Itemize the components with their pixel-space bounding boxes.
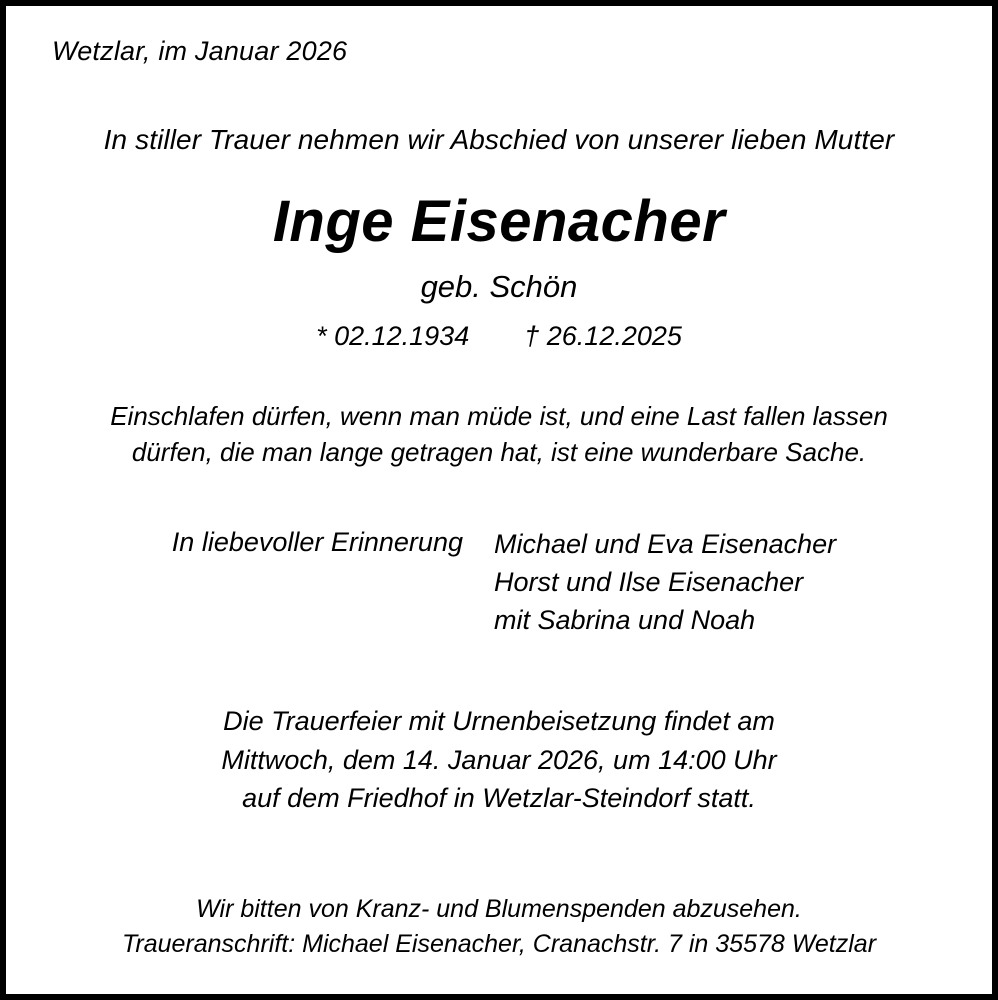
memory-label: In liebevoller Erinnerung (171, 526, 463, 557)
mourning-lead-text: In stiller Trauer nehmen wir Abschied von unserer lieben Mutter (103, 124, 895, 155)
memorial-verse (40, 399, 958, 471)
deceased-maiden-name: geb. Schön (420, 269, 578, 304)
life-dates (40, 321, 958, 352)
mourning-address: Traueranschrift: Michael Eisenacher, Cranachstr. 7 in 35578 Wetzlar (121, 930, 877, 958)
deceased-name: Inge Eisenacher (272, 189, 726, 254)
family-name-1: Michael und Eva Eisenacher (493, 528, 837, 559)
ceremony-line-3: auf dem Friedhof in Wetzlar-Steindorf statt. (242, 783, 756, 814)
birth-date: * 02.12.1934 (316, 321, 470, 351)
memory-section (40, 525, 958, 640)
ceremony-details (40, 702, 958, 819)
family-name-2: Horst und Ilse Eisenacher (493, 567, 804, 598)
place-and-date: Wetzlar, im Januar 2026 (52, 36, 348, 66)
family-names (494, 525, 836, 640)
obituary-content (6, 6, 992, 994)
verse-line-2: dürfen, die man lange getragen hat, ist eine wunderbare Sache. (131, 436, 867, 467)
footer-notes (40, 892, 958, 962)
family-name-3: mit Sabrina und Noah (493, 605, 756, 636)
ceremony-line-1: Die Trauerfeier mit Urnenbeisetzung findet am (223, 705, 775, 736)
verse-line-1: Einschlafen dürfen, wenn man müde ist, und eine Last fallen lassen (110, 401, 888, 431)
ceremony-line-2: Mittwoch, dem 14. Januar 2026, um 14:00 Uhr (221, 744, 777, 775)
death-date: † 26.12.2025 (524, 321, 682, 351)
flowers-request: Wir bitten von Kranz- und Blumenspenden abzusehen. (196, 895, 802, 923)
